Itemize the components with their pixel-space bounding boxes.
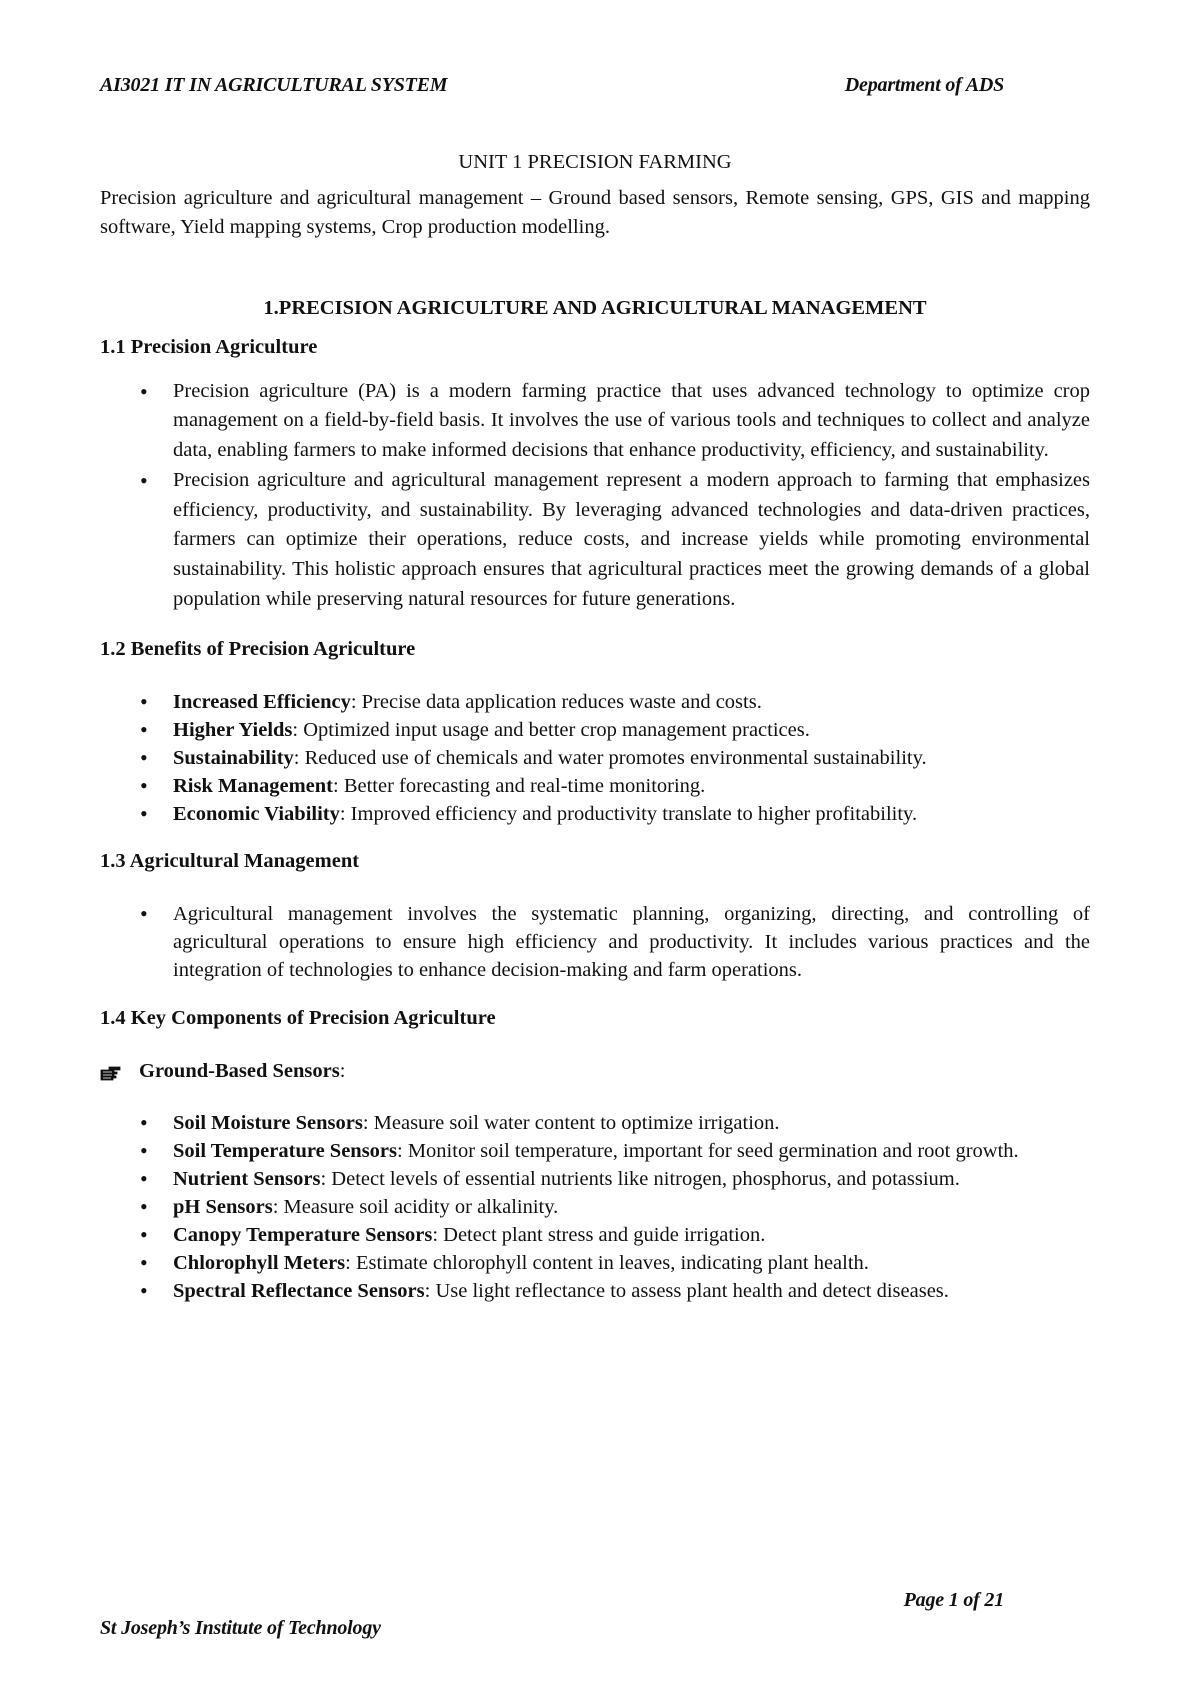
list-item <box>100 716 1090 744</box>
term: Nutrient Sensors <box>173 1167 321 1190</box>
page-content <box>100 148 1090 1305</box>
description: : Measure soil water content to optimize irrigation. <box>362 1111 780 1134</box>
term: pH Sensors <box>173 1195 273 1218</box>
list-item: • Precision agriculture and agricultural management represent a modern approach to farming that emphasizes efficiency, productivity, and sustainability. By leveraging advanced technologies and data-driven practices, farmers can optimize their operations, reduce costs, and increase yields while promoting environmental sustainability. This holistic approach ensures that agricultural practices meet the growing demands of a global population while preserving natural resources for future generations. <box>100 466 1090 615</box>
list-item: • Agricultural management involves the systematic planning, organizing, directing, and controlling of agricultural operations to ensure high efficiency and productivity. It includes various practices and the integration of technologies to enhance decision-making and farm operations. <box>100 900 1090 984</box>
term: Higher Yields <box>173 719 293 742</box>
description: : Improved efficiency and productivity translate to higher profitability. <box>339 803 918 826</box>
heading-key-components: 1.4 Key Components of Precision Agriculture <box>100 1006 496 1029</box>
description: : Detect plant stress and guide irrigation. <box>432 1223 766 1246</box>
term: Economic Viability <box>173 803 340 826</box>
list-item <box>100 800 1090 828</box>
description: : Optimized input usage and better crop management practices. <box>292 719 810 742</box>
description: : Detect levels of essential nutrients like nitrogen, phosphorus, and potassium. <box>320 1167 960 1190</box>
heading-precision-agriculture: 1.1 Precision Agriculture <box>100 336 318 358</box>
list-item <box>100 1193 1090 1221</box>
term: Canopy Temperature Sensors <box>173 1223 433 1246</box>
list-item <box>100 772 1090 800</box>
list-item <box>100 1165 1090 1193</box>
description: : Estimate chlorophyll content in leaves, indicating plant health. <box>345 1251 869 1274</box>
description: : Reduced use of chemicals and water promotes environmental sustainability. <box>293 747 927 770</box>
ground-based-sensors-heading <box>100 1057 1090 1087</box>
section-title: 1.PRECISION AGRICULTURE AND AGRICULTURAL MANAGEMENT <box>263 296 927 319</box>
footer-institute: St Joseph’s Institute of Technology <box>100 1617 381 1639</box>
sensor-heading-text: Ground-Based Sensors <box>139 1060 340 1083</box>
description: : Monitor soil temperature, important for seed germination and root growth. <box>397 1139 1019 1162</box>
description: : Precise data application reduces waste and costs. <box>350 691 762 714</box>
description: : Better forecasting and real-time monitoring. <box>333 775 706 798</box>
ground-sensors-list <box>100 1109 1090 1305</box>
heading-agricultural-management: 1.3 Agricultural Management <box>100 850 360 873</box>
agricultural-management-list <box>100 900 1090 984</box>
term: Soil Temperature Sensors <box>173 1139 397 1162</box>
term: Soil Moisture Sensors <box>173 1111 363 1134</box>
sensor-heading-suffix: : <box>339 1060 346 1083</box>
term: Risk Management <box>173 775 334 798</box>
list-item <box>100 1221 1090 1249</box>
list-item <box>100 1249 1090 1277</box>
description: : Use light reflectance to assess plant health and detect diseases. <box>424 1279 949 1302</box>
list-item <box>100 1277 1090 1305</box>
header-course-title: AI3021 IT IN AGRICULTURAL SYSTEM <box>100 74 448 96</box>
term: Spectral Reflectance Sensors <box>173 1279 425 1302</box>
term: Sustainability <box>173 747 294 770</box>
unit-intro: Precision agriculture and agricultural management – Ground based sensors, Remote sensing, GPS, GIS and mapping software, Yield mapping systems, Crop production modelling. <box>100 186 1090 238</box>
pointing-hand-icon <box>100 1062 122 1081</box>
benefits-list <box>100 688 1090 828</box>
term: Increased Efficiency <box>173 691 351 714</box>
page-number: Page 1 of 21 <box>903 1589 1004 1611</box>
heading-benefits: 1.2 Benefits of Precision Agriculture <box>100 637 416 660</box>
term: Chlorophyll Meters <box>173 1251 346 1274</box>
description: : Measure soil acidity or alkalinity. <box>272 1195 559 1218</box>
list-item <box>100 1109 1090 1137</box>
list-item <box>100 744 1090 772</box>
list-item <box>100 688 1090 716</box>
header-department: Department of ADS <box>844 74 1004 96</box>
unit-title: UNIT 1 PRECISION FARMING <box>458 151 732 173</box>
precision-agriculture-list <box>100 377 1090 615</box>
list-item <box>100 1137 1090 1165</box>
list-item: • Precision agriculture (PA) is a modern farming practice that uses advanced technology to optimize crop management on a field-by-field basis. It involves the use of various tools and techniques to collect and analyze data, enabling farmers to make informed decisions that enhance productivity, efficiency, and sustainability. <box>100 377 1090 466</box>
